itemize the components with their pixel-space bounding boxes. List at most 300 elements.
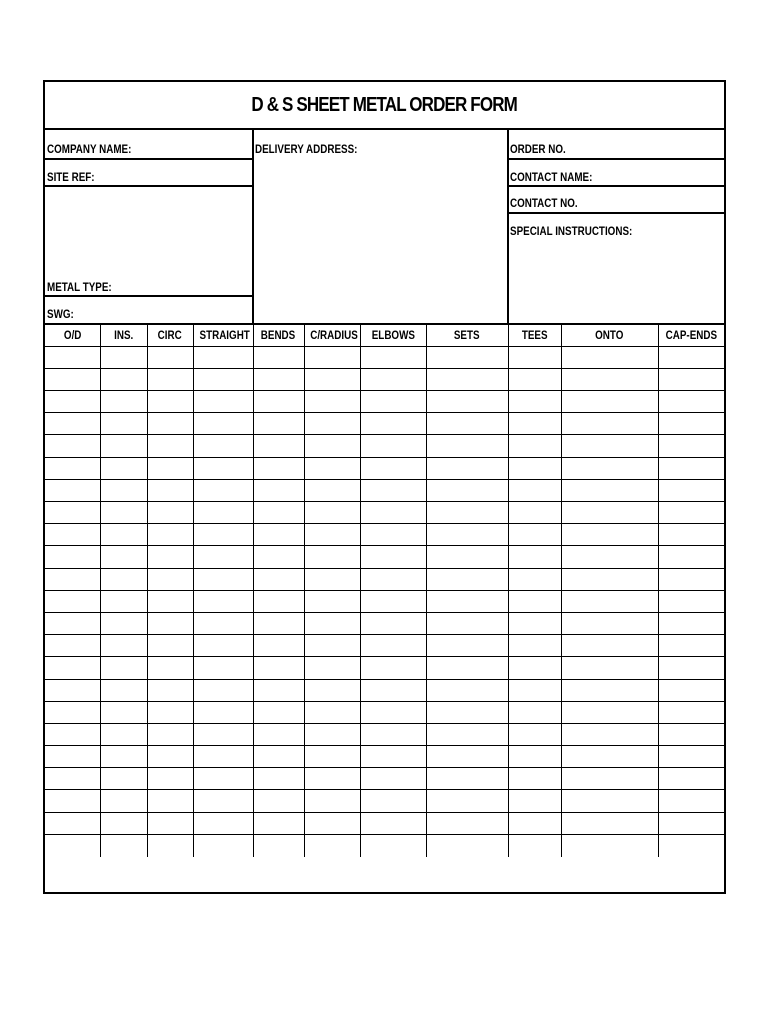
table-cell[interactable] <box>561 368 658 390</box>
divider <box>252 128 254 323</box>
table-cell[interactable] <box>561 391 658 413</box>
table-cell[interactable] <box>304 635 360 657</box>
table-cell[interactable] <box>426 701 508 723</box>
column-header-label: SETS <box>454 328 480 343</box>
table-cell[interactable] <box>508 834 561 856</box>
table-cell[interactable] <box>508 746 561 768</box>
table-row <box>45 723 724 745</box>
table-cell[interactable] <box>561 546 658 568</box>
divider <box>508 212 724 214</box>
table-cell[interactable] <box>193 679 253 701</box>
table-cell[interactable] <box>561 457 658 479</box>
table-cell[interactable] <box>147 834 193 856</box>
table-cell[interactable] <box>45 568 100 590</box>
table-row <box>45 368 724 390</box>
table-cell[interactable] <box>304 746 360 768</box>
column-header-label: CIRC <box>157 328 183 343</box>
table-cell[interactable] <box>304 457 360 479</box>
table-cell[interactable] <box>360 524 426 546</box>
table-cell[interactable] <box>304 435 360 457</box>
table-cell[interactable] <box>193 502 253 524</box>
table-cell[interactable] <box>658 657 724 679</box>
table-cell[interactable] <box>147 635 193 657</box>
table-cell[interactable] <box>360 590 426 612</box>
table-cell[interactable] <box>561 524 658 546</box>
table-cell[interactable] <box>561 635 658 657</box>
table-cell[interactable] <box>253 834 304 856</box>
table-cell[interactable] <box>193 701 253 723</box>
order-no-label: ORDER NO. <box>510 142 566 156</box>
table-cell[interactable] <box>304 413 360 435</box>
contact-no-label: CONTACT NO. <box>510 196 578 210</box>
table-cell[interactable] <box>360 612 426 634</box>
column-header-label: O/D <box>63 328 82 343</box>
table-cell[interactable] <box>508 812 561 834</box>
table-cell[interactable] <box>304 679 360 701</box>
table-cell[interactable] <box>147 812 193 834</box>
table-cell[interactable] <box>508 502 561 524</box>
table-cell[interactable] <box>100 368 147 390</box>
table-cell[interactable] <box>253 590 304 612</box>
table-cell[interactable] <box>508 368 561 390</box>
table-cell[interactable] <box>508 479 561 501</box>
table-cell[interactable] <box>561 812 658 834</box>
table-cell[interactable] <box>658 391 724 413</box>
column-header <box>147 324 193 346</box>
table-cell[interactable] <box>147 568 193 590</box>
table-cell[interactable] <box>193 457 253 479</box>
table-cell[interactable] <box>147 479 193 501</box>
table-cell[interactable] <box>253 812 304 834</box>
table-cell[interactable] <box>561 790 658 812</box>
table-cell[interactable] <box>426 635 508 657</box>
table-cell[interactable] <box>304 701 360 723</box>
table-cell[interactable] <box>508 546 561 568</box>
table-cell[interactable] <box>304 568 360 590</box>
table-cell[interactable] <box>147 457 193 479</box>
column-header-label: BENDS <box>261 328 296 343</box>
table-row <box>45 812 724 834</box>
table-cell[interactable] <box>508 524 561 546</box>
table-cell[interactable] <box>658 413 724 435</box>
table-cell[interactable] <box>147 391 193 413</box>
table-cell[interactable] <box>193 391 253 413</box>
table-row <box>45 657 724 679</box>
table-cell[interactable] <box>45 546 100 568</box>
table-cell[interactable] <box>304 346 360 368</box>
table-cell[interactable] <box>147 679 193 701</box>
table-cell[interactable] <box>147 435 193 457</box>
table-cell[interactable] <box>561 346 658 368</box>
table-cell[interactable] <box>508 790 561 812</box>
table-row <box>45 768 724 790</box>
table-row <box>45 834 724 856</box>
table-cell[interactable] <box>193 612 253 634</box>
table-cell[interactable] <box>360 346 426 368</box>
table-row <box>45 457 724 479</box>
table-cell[interactable] <box>100 812 147 834</box>
table-cell[interactable] <box>45 679 100 701</box>
table-cell[interactable] <box>508 657 561 679</box>
table-cell[interactable] <box>426 368 508 390</box>
table-cell[interactable] <box>147 546 193 568</box>
table-cell[interactable] <box>658 502 724 524</box>
table-cell[interactable] <box>426 834 508 856</box>
table-cell[interactable] <box>508 723 561 745</box>
table-cell[interactable] <box>253 502 304 524</box>
column-header <box>658 324 724 346</box>
table-cell[interactable] <box>253 457 304 479</box>
table-cell[interactable] <box>45 502 100 524</box>
table-cell[interactable] <box>100 701 147 723</box>
table-cell[interactable] <box>304 524 360 546</box>
metal-type-label: METAL TYPE: <box>47 280 112 294</box>
table-cell[interactable] <box>45 457 100 479</box>
table-cell[interactable] <box>304 812 360 834</box>
table-cell[interactable] <box>658 457 724 479</box>
table-cell[interactable] <box>360 368 426 390</box>
table-cell[interactable] <box>45 812 100 834</box>
table-cell[interactable] <box>100 768 147 790</box>
column-header-label: CAP-ENDS <box>665 328 717 343</box>
table-cell[interactable] <box>193 524 253 546</box>
table-cell[interactable] <box>426 723 508 745</box>
table-cell[interactable] <box>360 546 426 568</box>
table-cell[interactable] <box>304 723 360 745</box>
table-body <box>45 346 724 856</box>
table-cell[interactable] <box>561 568 658 590</box>
table-cell[interactable] <box>253 435 304 457</box>
table-cell[interactable] <box>253 746 304 768</box>
divider <box>45 185 253 187</box>
table-cell[interactable] <box>304 368 360 390</box>
table-cell[interactable] <box>426 590 508 612</box>
table-cell[interactable] <box>360 413 426 435</box>
table-cell[interactable] <box>360 435 426 457</box>
table-cell[interactable] <box>100 479 147 501</box>
table-cell[interactable] <box>253 701 304 723</box>
table-cell[interactable] <box>147 701 193 723</box>
table-cell[interactable] <box>193 812 253 834</box>
table-cell[interactable] <box>426 546 508 568</box>
table-cell[interactable] <box>658 812 724 834</box>
table-cell[interactable] <box>45 701 100 723</box>
table-cell[interactable] <box>100 457 147 479</box>
table-cell[interactable] <box>360 790 426 812</box>
divider <box>45 158 253 160</box>
table-cell[interactable] <box>508 413 561 435</box>
table-cell[interactable] <box>360 568 426 590</box>
table-cell[interactable] <box>304 612 360 634</box>
table-cell[interactable] <box>193 368 253 390</box>
table-row <box>45 790 724 812</box>
table-cell[interactable] <box>45 346 100 368</box>
table-cell[interactable] <box>45 635 100 657</box>
table-cell[interactable] <box>45 723 100 745</box>
table-cell[interactable] <box>561 723 658 745</box>
table-cell[interactable] <box>193 479 253 501</box>
table-cell[interactable] <box>253 768 304 790</box>
table-cell[interactable] <box>100 746 147 768</box>
table-cell[interactable] <box>561 701 658 723</box>
table-cell[interactable] <box>426 524 508 546</box>
table-cell[interactable] <box>253 524 304 546</box>
table-cell[interactable] <box>658 590 724 612</box>
divider <box>508 158 724 160</box>
company-name-label: COMPANY NAME: <box>47 142 132 156</box>
table-cell[interactable] <box>508 768 561 790</box>
table-cell[interactable] <box>360 768 426 790</box>
table-cell[interactable] <box>100 790 147 812</box>
table-cell[interactable] <box>45 435 100 457</box>
table-cell[interactable] <box>147 612 193 634</box>
table-cell[interactable] <box>147 346 193 368</box>
table-cell[interactable] <box>561 657 658 679</box>
table-cell[interactable] <box>253 568 304 590</box>
table-cell[interactable] <box>658 435 724 457</box>
table-cell[interactable] <box>508 391 561 413</box>
table-row <box>45 612 724 634</box>
table-cell[interactable] <box>193 723 253 745</box>
table-cell[interactable] <box>508 701 561 723</box>
table-row <box>45 590 724 612</box>
table-cell[interactable] <box>426 457 508 479</box>
table-header-row <box>45 324 724 346</box>
table-cell[interactable] <box>147 768 193 790</box>
table-cell[interactable] <box>100 413 147 435</box>
table-cell[interactable] <box>561 590 658 612</box>
table-cell[interactable] <box>658 568 724 590</box>
table-cell[interactable] <box>360 391 426 413</box>
table-cell[interactable] <box>147 723 193 745</box>
table-cell[interactable] <box>304 590 360 612</box>
table-cell[interactable] <box>658 723 724 745</box>
table-cell[interactable] <box>658 790 724 812</box>
table-cell[interactable] <box>360 812 426 834</box>
table-cell[interactable] <box>253 612 304 634</box>
table-cell[interactable] <box>658 524 724 546</box>
table-cell[interactable] <box>304 479 360 501</box>
table-cell[interactable] <box>253 413 304 435</box>
table-cell[interactable] <box>193 413 253 435</box>
column-header-label: STRAIGHT <box>199 328 250 343</box>
table-cell[interactable] <box>508 457 561 479</box>
table-cell[interactable] <box>304 768 360 790</box>
table-cell[interactable] <box>360 479 426 501</box>
table-cell[interactable] <box>100 435 147 457</box>
table-cell[interactable] <box>360 457 426 479</box>
table-cell[interactable] <box>193 546 253 568</box>
column-header-label: INS. <box>113 328 134 343</box>
table-cell[interactable] <box>304 391 360 413</box>
table-cell[interactable] <box>658 834 724 856</box>
table-cell[interactable] <box>658 701 724 723</box>
table-cell[interactable] <box>100 635 147 657</box>
table-cell[interactable] <box>100 502 147 524</box>
table-cell[interactable] <box>253 657 304 679</box>
column-header <box>100 324 147 346</box>
table-cell[interactable] <box>508 612 561 634</box>
table-cell[interactable] <box>360 502 426 524</box>
table-cell[interactable] <box>561 679 658 701</box>
table-cell[interactable] <box>100 723 147 745</box>
table-cell[interactable] <box>360 701 426 723</box>
table-cell[interactable] <box>45 746 100 768</box>
table-cell[interactable] <box>100 834 147 856</box>
table-cell[interactable] <box>426 768 508 790</box>
table-row <box>45 701 724 723</box>
table-cell[interactable] <box>658 546 724 568</box>
table-cell[interactable] <box>45 413 100 435</box>
table-cell[interactable] <box>100 391 147 413</box>
table-cell[interactable] <box>561 413 658 435</box>
table-cell[interactable] <box>426 391 508 413</box>
table-cell[interactable] <box>147 524 193 546</box>
table-cell[interactable] <box>100 346 147 368</box>
divider <box>45 295 253 297</box>
table-cell[interactable] <box>147 502 193 524</box>
table-cell[interactable] <box>193 635 253 657</box>
table-cell[interactable] <box>658 679 724 701</box>
form-title: D & S SHEET METAL ORDER FORM <box>251 93 518 116</box>
table-cell[interactable] <box>508 435 561 457</box>
table-cell[interactable] <box>193 590 253 612</box>
table-cell[interactable] <box>193 834 253 856</box>
table-row <box>45 479 724 501</box>
table-cell[interactable] <box>658 612 724 634</box>
table-cell[interactable] <box>100 546 147 568</box>
column-header <box>508 324 561 346</box>
table-cell[interactable] <box>100 524 147 546</box>
table-cell[interactable] <box>304 502 360 524</box>
table-cell[interactable] <box>45 834 100 856</box>
table-cell[interactable] <box>45 524 100 546</box>
swg-label: SWG: <box>47 307 74 321</box>
table-cell[interactable] <box>193 435 253 457</box>
column-header-label: C/RADIUS <box>309 328 358 343</box>
table-cell[interactable] <box>658 635 724 657</box>
table-cell[interactable] <box>100 590 147 612</box>
table-cell[interactable] <box>304 834 360 856</box>
table-cell[interactable] <box>561 612 658 634</box>
table-cell[interactable] <box>45 391 100 413</box>
table-cell[interactable] <box>253 368 304 390</box>
table-cell[interactable] <box>561 479 658 501</box>
table-cell[interactable] <box>193 746 253 768</box>
column-header-label: TEES <box>521 328 548 343</box>
table-cell[interactable] <box>304 657 360 679</box>
table-cell[interactable] <box>426 790 508 812</box>
table-cell[interactable] <box>253 679 304 701</box>
table-row <box>45 746 724 768</box>
table-cell[interactable] <box>193 790 253 812</box>
table-cell[interactable] <box>45 590 100 612</box>
table-cell[interactable] <box>253 790 304 812</box>
table-cell[interactable] <box>45 768 100 790</box>
table-cell[interactable] <box>304 790 360 812</box>
table-row <box>45 502 724 524</box>
table-cell[interactable] <box>426 657 508 679</box>
table-cell[interactable] <box>253 346 304 368</box>
table-cell[interactable] <box>45 657 100 679</box>
table-cell[interactable] <box>147 413 193 435</box>
table-cell[interactable] <box>426 479 508 501</box>
table-cell[interactable] <box>426 346 508 368</box>
table-cell[interactable] <box>253 546 304 568</box>
table-cell[interactable] <box>360 746 426 768</box>
table-cell[interactable] <box>426 413 508 435</box>
table-cell[interactable] <box>45 790 100 812</box>
table-cell[interactable] <box>147 590 193 612</box>
table-cell[interactable] <box>253 479 304 501</box>
table-cell[interactable] <box>193 657 253 679</box>
table-cell[interactable] <box>147 368 193 390</box>
table-cell[interactable] <box>426 746 508 768</box>
table-cell[interactable] <box>360 679 426 701</box>
table-cell[interactable] <box>147 790 193 812</box>
table-cell[interactable] <box>360 657 426 679</box>
column-header-label: ONTO <box>595 328 624 343</box>
table-cell[interactable] <box>658 346 724 368</box>
table-cell[interactable] <box>426 812 508 834</box>
table-cell[interactable] <box>561 502 658 524</box>
table-cell[interactable] <box>508 346 561 368</box>
table-cell[interactable] <box>658 768 724 790</box>
table-cell[interactable] <box>561 435 658 457</box>
table-cell[interactable] <box>100 679 147 701</box>
order-table <box>45 323 724 857</box>
table-row <box>45 679 724 701</box>
table-cell[interactable] <box>561 768 658 790</box>
table-cell[interactable] <box>426 679 508 701</box>
special-instructions-label: SPECIAL INSTRUCTIONS: <box>510 224 633 238</box>
table-cell[interactable] <box>100 568 147 590</box>
table-cell[interactable] <box>508 590 561 612</box>
table-cell[interactable] <box>426 502 508 524</box>
table-cell[interactable] <box>426 612 508 634</box>
table-cell[interactable] <box>45 479 100 501</box>
table-cell[interactable] <box>193 346 253 368</box>
table-cell[interactable] <box>658 368 724 390</box>
table-cell[interactable] <box>508 679 561 701</box>
table-cell[interactable] <box>45 368 100 390</box>
table-cell[interactable] <box>508 635 561 657</box>
table-cell[interactable] <box>100 657 147 679</box>
table-cell[interactable] <box>147 746 193 768</box>
table-cell[interactable] <box>147 657 193 679</box>
table-cell[interactable] <box>360 834 426 856</box>
table-cell[interactable] <box>253 391 304 413</box>
table-cell[interactable] <box>360 723 426 745</box>
table-cell[interactable] <box>253 723 304 745</box>
column-header <box>304 324 360 346</box>
table-cell[interactable] <box>360 635 426 657</box>
table-cell[interactable] <box>253 635 304 657</box>
table-cell[interactable] <box>426 568 508 590</box>
table-cell[interactable] <box>100 612 147 634</box>
table-cell[interactable] <box>45 612 100 634</box>
column-header <box>360 324 426 346</box>
table-cell[interactable] <box>193 768 253 790</box>
table-cell[interactable] <box>561 834 658 856</box>
table-cell[interactable] <box>304 546 360 568</box>
table-cell[interactable] <box>508 568 561 590</box>
table-cell[interactable] <box>193 568 253 590</box>
table-cell[interactable] <box>658 479 724 501</box>
table-cell[interactable] <box>658 746 724 768</box>
table-cell[interactable] <box>426 435 508 457</box>
table-cell[interactable] <box>561 746 658 768</box>
